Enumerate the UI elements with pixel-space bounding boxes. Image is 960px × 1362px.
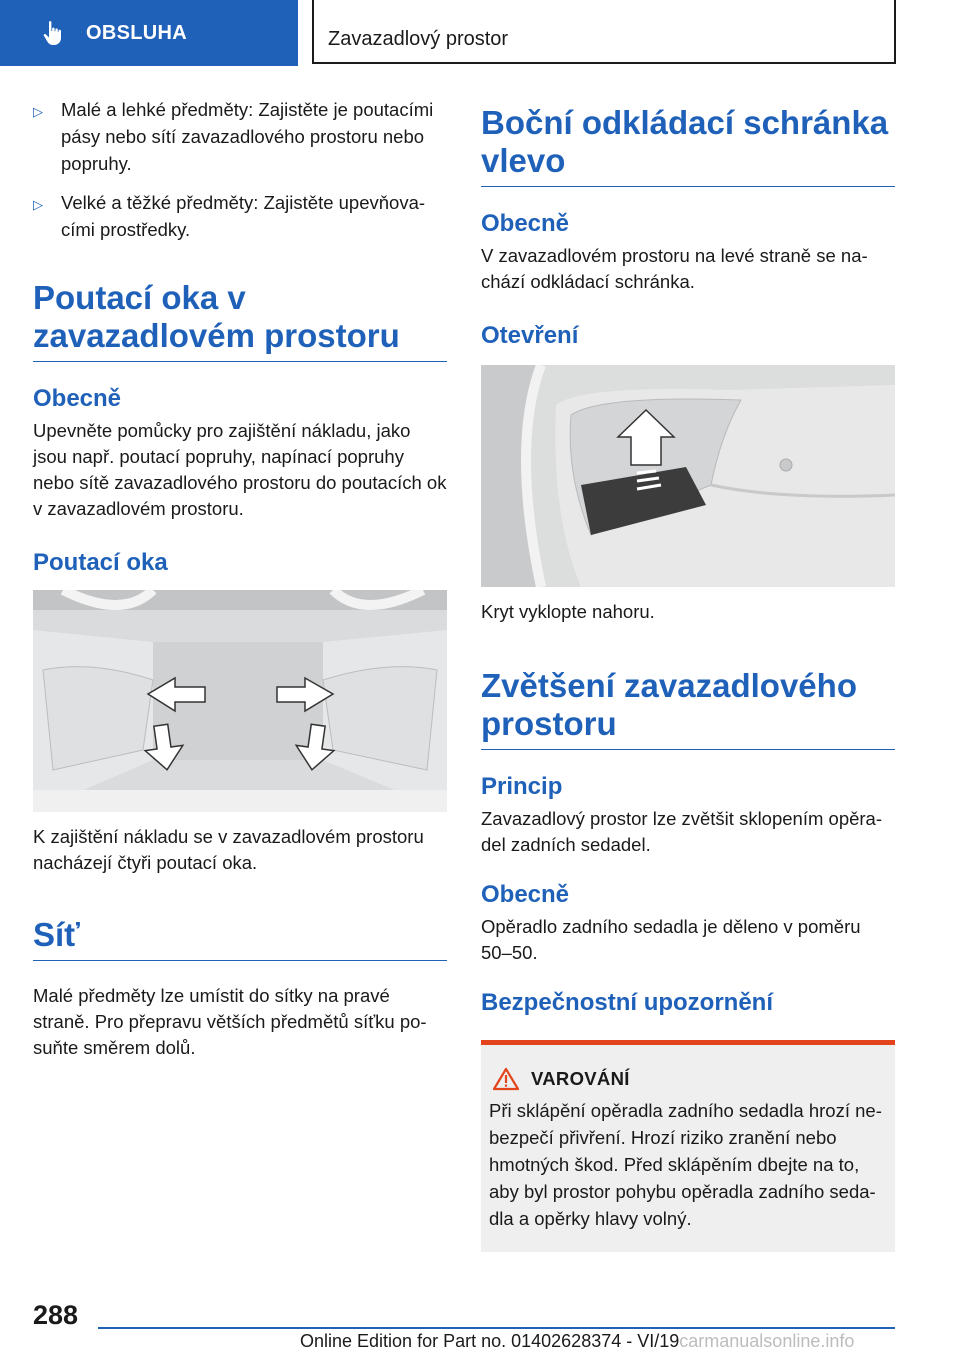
chapter-title: Zavazadlový prostor (328, 28, 509, 50)
bullet-item (33, 96, 447, 177)
pointing-hand-icon (40, 19, 68, 47)
tie-down-caption: K zajištění nákladu se v zavazadlovém prostoru nacházejí čtyři poutací oka. (33, 826, 424, 873)
page-header (0, 0, 960, 66)
section-heading-side-compartment: Boční odkládací schránka vlevo (481, 104, 895, 187)
warning-title: VAROVÁNÍ (531, 1068, 630, 1089)
general-text: Upevněte pomůcky pro zajištění nákladu, jako jsou např. poutací popruhy, napínací popruhy nebo sítě zavazadlového prostoru do poutacích ok v zavazadlovém prostoru. (33, 420, 447, 519)
subheading-general: Obecně (481, 210, 570, 237)
section-heading-tie-down-eyes: Poutací oka v zavazadlovém prostoru (33, 279, 447, 362)
subheading-general-2: Obecně (481, 881, 570, 908)
bullet-text: Malé a lehké předměty: Zajistěte je poutacími pásy nebo sítí zavazadlového prostoru nebo popruhy. (61, 99, 434, 174)
general-2-text: Opěradlo zadního sedadla je děleno v poměru 50–50. (481, 916, 861, 963)
subheading-safety: Bezpečnostní upozornění (481, 989, 774, 1016)
footer-edition-text: Online Edition for Part no. 01402628374 - VI/19 (300, 1331, 680, 1351)
subheading-tie-down-eyes: Poutací oka (33, 549, 168, 576)
bullet-text: Velké a těžké předměty: Zajistěte upevňovacími prostředky. (61, 192, 426, 240)
section-heading-net: Síť (33, 916, 447, 961)
principle-text: Zavazadlový prostor lze zvětšit sklopením opěradel zadních sedadel. (481, 808, 883, 855)
right-column (481, 96, 895, 1252)
header-title-box (312, 0, 896, 64)
section-heading-enlarge-trunk: Zvětšení zavazadlového prostoru (481, 667, 895, 750)
subheading-opening: Otevření (481, 322, 579, 349)
subheading-general: Obecně (33, 385, 122, 412)
warning-header (489, 1067, 887, 1091)
general-text: V zavazadlovém prostoru na levé straně se nachází odkládací schránka. (481, 245, 868, 292)
page-number: 288 (33, 1300, 79, 1330)
net-text: Malé předměty lze umístit do sítky na pravé straně. Pro přepravu větších předmětů síťku posuňte směrem dolů. (33, 985, 427, 1058)
footer-watermark: carmanualsonline.info (679, 1331, 855, 1351)
triangle-bullet-icon: ▷ (33, 197, 43, 212)
trunk-tie-down-illustration (33, 590, 447, 812)
side-compartment-illustration (481, 365, 895, 587)
warning-triangle-icon (493, 1067, 519, 1091)
opening-caption: Kryt vyklopte nahoru. (481, 601, 655, 622)
triangle-bullet-icon: ▷ (33, 104, 43, 119)
warning-text: Při sklápění opěradla zadního sedadla hrozí nebezpečí přivření. Hrozí riziko zranění nebo hmotných škod. Před sklápěním dbejte na to, aby byl prostor pohybu opěradla zadního sedadla a opěrky hlavy volný. (489, 1100, 882, 1229)
warning-box (481, 1040, 895, 1252)
section-tab-label: OBSLUHA (86, 21, 187, 44)
footer-divider (98, 1327, 895, 1329)
subheading-principle: Princip (481, 773, 563, 800)
section-tab[interactable] (0, 0, 298, 66)
bullet-item (33, 189, 447, 243)
left-column (33, 96, 447, 1061)
footer-edition (300, 1331, 854, 1352)
